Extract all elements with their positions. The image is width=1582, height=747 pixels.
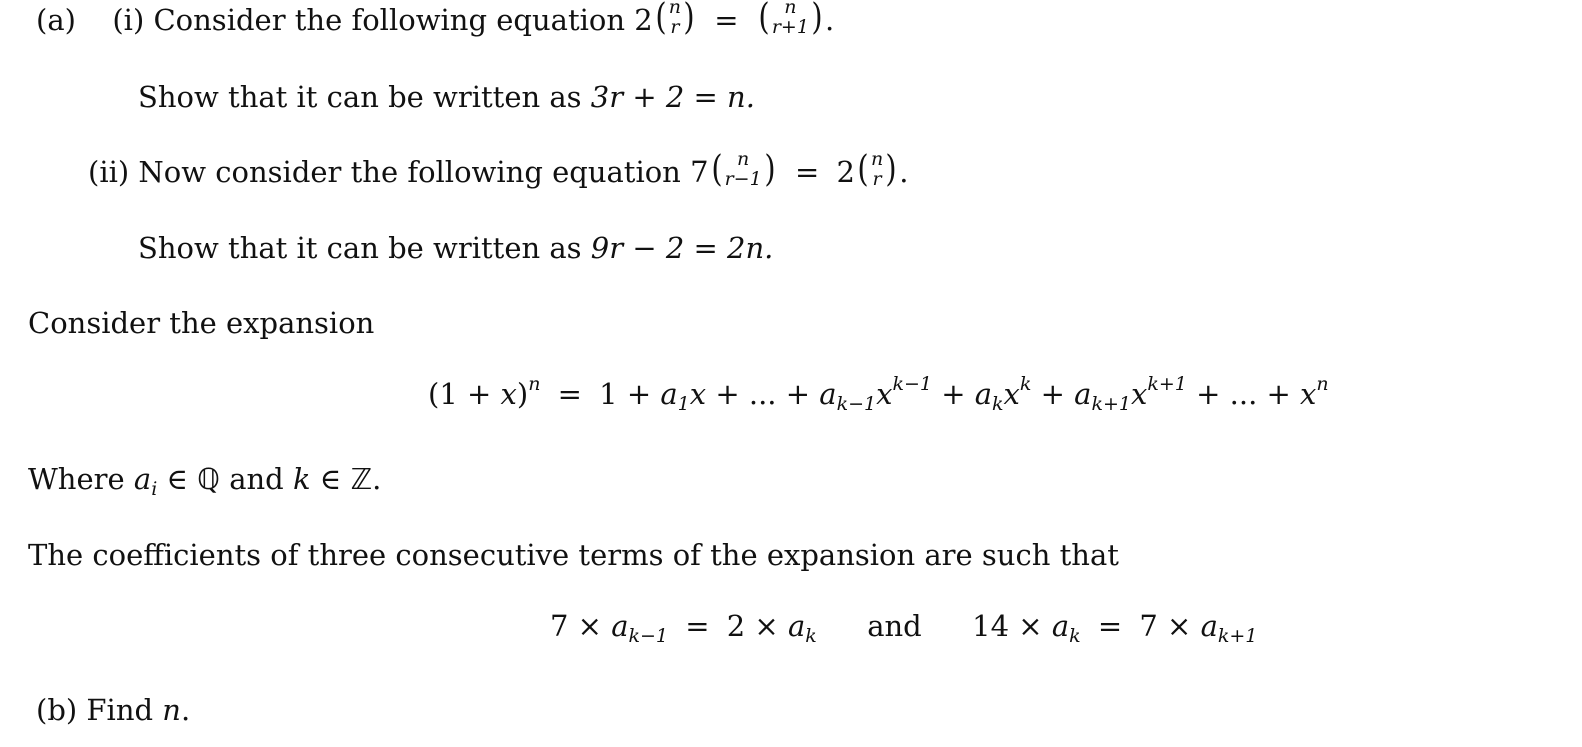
part-a-label: (a) — [36, 2, 76, 37]
where-text: Where — [28, 462, 125, 496]
part-a-i-equation: 2 ( n r ) = ( n r+1 ) . — [634, 0, 835, 38]
part-a-ii-show-line — [138, 231, 773, 266]
part-a-ii-lead: Now consider the following equation — [138, 154, 681, 189]
binom-bottom: r−1 — [724, 167, 762, 190]
part-a-ii-show-equation: 9r − 2 = 2n. — [590, 231, 774, 265]
binom-bottom: r — [670, 15, 680, 38]
part-b-label: (b) — [36, 693, 78, 727]
part-a-i-show-text: Show that it can be written as — [138, 80, 582, 114]
binom-bottom: r+1 — [771, 15, 809, 38]
binomial-left: ( n r−1 ) — [710, 148, 776, 190]
binom-top: n — [870, 148, 884, 170]
part-a-i-coef-left: 2 — [634, 2, 653, 37]
part-a-ii-show-text: Show that it can be written as — [138, 231, 582, 265]
part-a-i-lead: Consider the following equation — [153, 2, 626, 37]
coefficient-relations: $7 \times a_{k-1} = 2 \times a_k$ and $14 \times a_k = 7 \times a_{k+1}$ — [550, 609, 1258, 647]
part-a-ii-label: (ii) — [88, 154, 130, 189]
part-a-ii-line — [88, 148, 909, 194]
relations-and: and — [867, 609, 922, 643]
part-b-line: (b) Find n. — [36, 693, 191, 727]
part-a-ii-equation: 7 ( n r−1 ) = 2 ( n r ) . — [690, 148, 909, 190]
part-a-i-label: (i) — [112, 2, 145, 37]
part-a-ii-coef-left: 7 — [690, 154, 709, 189]
binomial-right: ( n r+1 ) — [758, 0, 823, 38]
part-a-i-line — [36, 2, 834, 42]
part-b-text: Find — [86, 693, 154, 727]
expansion-equation: $(1 + x)^n = 1 + a_1x$ + ... + $a_{k-1}x^{k-1} + a_kx^k + a_{k+1}x^{k+1}$ + ... + $x^n$ — [428, 373, 1329, 415]
where-and: and — [229, 462, 284, 496]
binom-bottom: r — [872, 167, 882, 190]
binom-top: n — [737, 148, 750, 170]
where-line: Where $a_i$ ∈ ℚ and k ∈ ℤ. — [28, 462, 382, 500]
part-a-ii-coef-right: 2 — [836, 154, 855, 189]
expansion-intro: Consider the expansion — [28, 306, 375, 340]
part-a-i-show-equation: 3r + 2 = n. — [590, 80, 755, 114]
part-a-i-show-line — [138, 80, 755, 115]
binom-top: n — [784, 0, 797, 18]
binomial-left: ( n r ) — [655, 0, 695, 38]
binom-top: n — [668, 0, 681, 18]
coefficients-text: The coefficients of three consecutive terms of the expansion are such that — [28, 538, 1119, 572]
binomial-right: ( n r ) — [857, 148, 897, 190]
